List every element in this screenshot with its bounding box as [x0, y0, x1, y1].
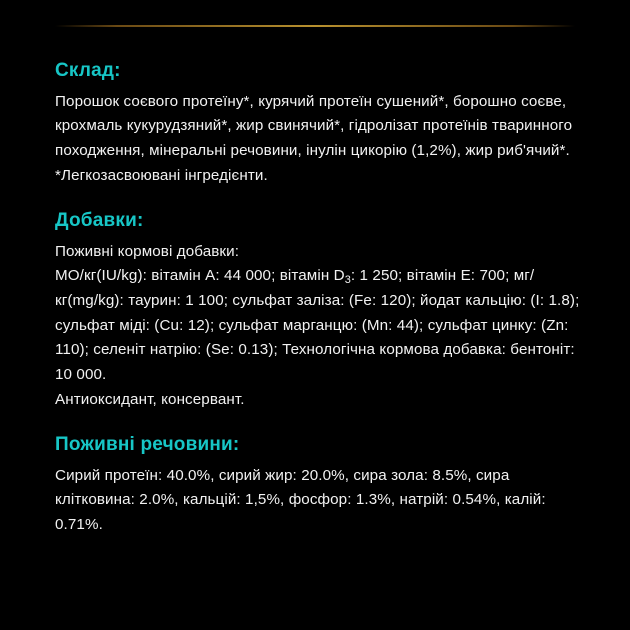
additives-detail-text: [55, 264, 585, 387]
composition-footnote-text: *Легкозасвоювані інгредієнти.: [55, 166, 268, 184]
label-content: [55, 58, 585, 538]
additives-intro-text: Поживні кормові добавки:: [55, 242, 240, 260]
section-additives: [55, 208, 585, 412]
additives-prefix: МО/кг(IU/kg): вітамін A: 44 000; вітамін D: [55, 267, 345, 285]
section-title-composition: Склад:: [55, 60, 121, 81]
section-analytical-constituents: [55, 432, 585, 538]
gold-divider: [55, 25, 575, 27]
additives-subscript: 3: [344, 274, 351, 287]
section-title-additives: Добавки:: [55, 210, 144, 232]
additives-rest: : 1 250; вітамін E: 700; мг/кг(mg/kg): таурин: 1 100; сульфат заліза: (Fe: 120); йодат кальцію: (I: 1.8); сульфат міді: (Cu: 12); сульфат марганцю: (Mn: 44); сульфат цинку: (Zn: 110); селеніт натрію: (Se: 0.13); Технологічна кормова добавка: бентоніт: 10 000.: [55, 267, 580, 383]
analytical-constituents-text: Сирий протеїн: 40.0%, сирий жир: 20.0%, сира зола: 8.5%, сира клітковина: 2.0%, кальцій: 1,5%, фосфор: 1.3%, натрій: 0.54%, калій: 0.71%.: [55, 466, 546, 534]
section-composition: [55, 58, 585, 188]
section-title-analytical-constituents: Поживні речовини:: [55, 434, 240, 456]
composition-ingredients-text: Порошок соєвого протеїну*, курячий протеїн сушений*, борошно соєве, крохмаль кукурудзяний*, жир свинячий*, гідролізат протеїнів тваринного походження, мінеральні речовини, інулін цикорію (1,2%), жир риб'ячий*.: [55, 92, 573, 159]
additives-outro-text: Антиоксидант, консервант.: [55, 390, 245, 408]
